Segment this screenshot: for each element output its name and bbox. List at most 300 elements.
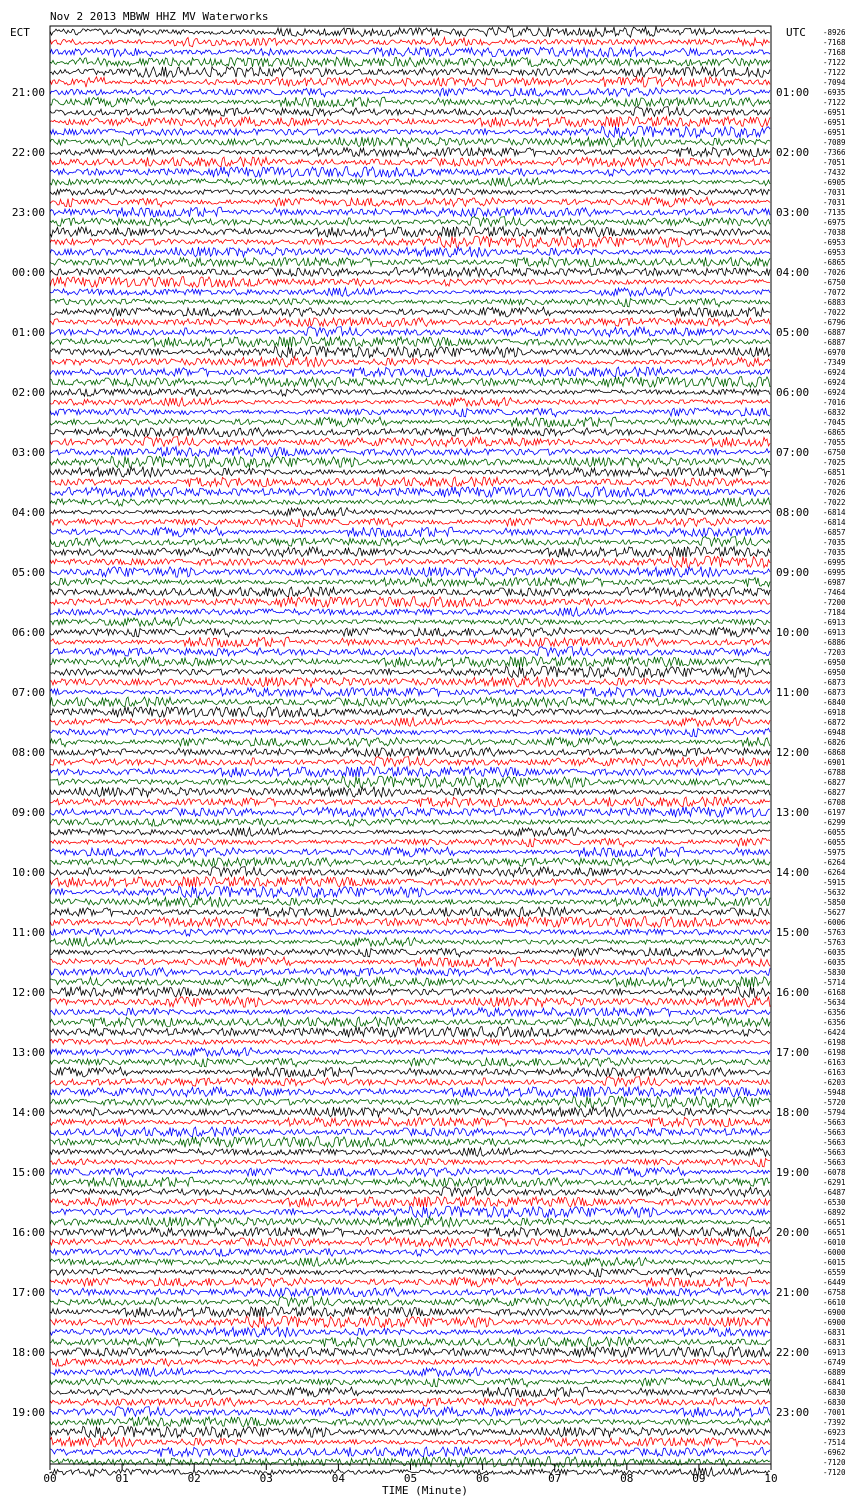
right-hour-label: 14:00 (776, 866, 810, 879)
trace-line (50, 666, 770, 677)
trace-line (50, 627, 770, 637)
trace-offset-label: -6610 (823, 1298, 846, 1307)
trace-offset-label: -6857 (823, 528, 846, 537)
left-hour-label: 13:00 (11, 1046, 45, 1059)
right-hour-label: 01:00 (776, 86, 810, 99)
trace-line (50, 938, 770, 947)
left-hour-label: 05:00 (11, 566, 45, 579)
trace-line (50, 1316, 770, 1327)
trace-line (50, 1307, 770, 1317)
trace-line (50, 57, 770, 67)
trace-offset-label: -7022 (823, 308, 846, 317)
trace-offset-label: -6197 (823, 808, 846, 817)
trace-line (50, 167, 770, 178)
left-hour-label: 12:00 (11, 986, 45, 999)
left-hour-label: 07:00 (11, 686, 45, 699)
right-hour-label: 05:00 (776, 326, 810, 339)
right-hour-label: 20:00 (776, 1226, 810, 1239)
trace-offset-label: -6924 (823, 388, 846, 397)
trace-offset-label: -6356 (823, 1018, 846, 1027)
trace-offset-label: -6951 (823, 128, 846, 137)
trace-offset-label: -5663 (823, 1138, 846, 1147)
trace-offset-label: -5948 (823, 1088, 846, 1097)
trace-offset-label: -7366 (823, 148, 846, 157)
x-tick-label: 05 (403, 1472, 418, 1485)
trace-line (50, 518, 770, 527)
trace-line (50, 697, 770, 707)
trace-line (50, 298, 770, 307)
trace-line (50, 236, 770, 247)
trace-offset-label: -6953 (823, 248, 846, 257)
right-hour-label: 22:00 (776, 1346, 810, 1359)
trace-line (50, 1058, 770, 1067)
trace-offset-label: -6299 (823, 818, 846, 827)
left-hour-label: 10:00 (11, 866, 45, 879)
left-hour-label: 03:00 (11, 446, 45, 459)
trace-line (50, 1447, 770, 1457)
trace-offset-label: -6788 (823, 768, 846, 777)
right-hour-label: 09:00 (776, 566, 810, 579)
trace-line (50, 67, 770, 78)
trace-line (50, 1217, 770, 1228)
left-hour-label: 01:00 (11, 326, 45, 339)
trace-offset-label: -5720 (823, 1098, 846, 1107)
left-axis-title: ECT (10, 26, 30, 39)
trace-offset-label: -6035 (823, 948, 846, 957)
trace-offset-label: -6830 (823, 1398, 846, 1407)
trace-offset-label: -7203 (823, 648, 846, 657)
trace-offset-label: -7026 (823, 268, 846, 277)
trace-line (50, 948, 770, 957)
x-tick-label: 01 (115, 1472, 129, 1485)
trace-offset-label: -5663 (823, 1148, 846, 1157)
trace-line (50, 487, 770, 498)
trace-line (50, 1277, 770, 1287)
trace-line (50, 247, 770, 258)
trace-offset-label: -6951 (823, 108, 846, 117)
trace-line (50, 307, 770, 317)
trace-offset-label: -6970 (823, 348, 846, 357)
trace-line (50, 838, 770, 847)
trace-line (50, 547, 770, 557)
trace-offset-label: -5915 (823, 878, 846, 887)
trace-offset-label: -6198 (823, 1048, 846, 1057)
trace-line (50, 1426, 770, 1437)
trace-line (50, 687, 770, 696)
trace-line (50, 377, 770, 388)
trace-offset-label: -6264 (823, 868, 846, 877)
x-axis (43, 1464, 777, 1485)
trace-line (50, 1387, 770, 1397)
trace-offset-label: -5763 (823, 938, 846, 947)
trace-line (50, 1227, 770, 1237)
trace-line (50, 1206, 770, 1217)
x-axis-label: TIME (Minute) (381, 1484, 469, 1497)
right-hour-label: 12:00 (776, 746, 810, 759)
trace-line (50, 337, 770, 347)
trace-offset-label: -6291 (823, 1178, 846, 1187)
trace-offset-label: -7051 (823, 158, 846, 167)
trace-line (50, 117, 770, 127)
trace-line (50, 1159, 770, 1167)
trace-offset-labels (823, 28, 846, 1477)
trace-line (50, 346, 770, 357)
trace-offset-label: -6055 (823, 828, 846, 837)
trace-line (50, 1087, 770, 1097)
trace-offset-label: -6356 (823, 1008, 846, 1017)
trace-line (50, 508, 770, 517)
trace-offset-label: -6924 (823, 378, 846, 387)
trace-line (50, 197, 770, 207)
x-tick-label: 03 (259, 1472, 273, 1485)
trace-line (50, 1148, 770, 1157)
trace-line (50, 1297, 770, 1307)
trace-line (50, 288, 770, 297)
trace-offset-label: -6889 (823, 1368, 846, 1377)
trace-offset-label: -7200 (823, 598, 846, 607)
trace-line (50, 677, 770, 688)
trace-offset-label: -5794 (823, 1108, 846, 1117)
trace-line (50, 997, 770, 1008)
trace-line (50, 217, 770, 227)
left-hour-label: 02:00 (11, 386, 45, 399)
chart-title: Nov 2 2013 MBWW HHZ MV Waterworks (50, 10, 269, 23)
trace-line (50, 1107, 770, 1118)
trace-offset-label: -6918 (823, 708, 846, 717)
trace-offset-label: -7072 (823, 288, 846, 297)
x-tick-label: 10 (764, 1472, 778, 1485)
right-hour-label: 03:00 (776, 206, 810, 219)
trace-line (50, 767, 770, 777)
trace-line (50, 587, 770, 597)
trace-offset-label: -6758 (823, 1288, 846, 1297)
trace-line (50, 267, 770, 276)
trace-line (50, 858, 770, 867)
trace-offset-label: -6814 (823, 518, 846, 527)
trace-line (50, 189, 770, 195)
trace-line (50, 1187, 770, 1197)
trace-line (50, 157, 770, 167)
trace-line (50, 1337, 770, 1347)
trace-line (50, 1248, 770, 1256)
trace-line (50, 77, 770, 87)
trace-offset-label: -6203 (823, 1078, 846, 1087)
trace-line (50, 367, 770, 377)
trace-line (50, 126, 770, 137)
trace-offset-label: -6995 (823, 558, 846, 567)
trace-offset-label: -6015 (823, 1258, 846, 1267)
trace-offset-label: -7094 (823, 78, 846, 87)
trace-line (50, 718, 770, 727)
trace-offset-label: -7035 (823, 538, 846, 547)
right-axis-title: UTC (786, 26, 806, 39)
trace-offset-label: -6900 (823, 1308, 846, 1317)
trace-offset-label: -7122 (823, 58, 846, 67)
trace-line (50, 707, 770, 718)
trace-offset-label: -6840 (823, 698, 846, 707)
right-hour-label: 19:00 (776, 1166, 810, 1179)
trace-offset-label: -7022 (823, 498, 846, 507)
trace-line (50, 1378, 770, 1387)
left-hour-label: 11:00 (11, 926, 45, 939)
x-tick-label: 04 (331, 1472, 346, 1485)
left-hour-label: 15:00 (11, 1166, 45, 1179)
trace-offset-label: -6163 (823, 1058, 846, 1067)
trace-line (50, 1177, 770, 1187)
trace-offset-label: -6865 (823, 258, 846, 267)
trace-line (50, 977, 770, 987)
trace-offset-label: -6913 (823, 628, 846, 637)
trace-offset-label: -7514 (823, 1438, 846, 1447)
trace-line (50, 1398, 770, 1407)
trace-offset-label: -6530 (823, 1198, 846, 1207)
trace-offset-label: -5663 (823, 1128, 846, 1137)
trace-offset-label: -6010 (823, 1238, 846, 1247)
trace-offset-label: -7025 (823, 458, 846, 467)
x-tick-label: 07 (548, 1472, 562, 1485)
trace-line (50, 388, 770, 396)
trace-line (50, 886, 770, 897)
trace-line (50, 107, 770, 117)
trace-offset-label: -6924 (823, 368, 846, 377)
trace-offset-label: -6872 (823, 718, 846, 727)
trace-line (50, 477, 770, 487)
trace-offset-label: -6892 (823, 1208, 846, 1217)
trace-offset-label: -6559 (823, 1268, 846, 1277)
trace-line (50, 567, 770, 578)
right-hour-label: 16:00 (776, 986, 810, 999)
trace-line (50, 957, 770, 967)
trace-line (50, 318, 770, 327)
left-hour-label: 22:00 (11, 146, 45, 159)
trace-offset-label: -6865 (823, 428, 846, 437)
trace-offset-label: -7392 (823, 1418, 846, 1427)
right-hour-label: 23:00 (776, 1406, 810, 1419)
trace-line (50, 408, 770, 417)
trace-line (50, 398, 770, 407)
trace-offset-label: -6868 (823, 748, 846, 757)
trace-offset-label: -6487 (823, 1188, 846, 1197)
trace-line (50, 647, 770, 657)
left-hour-label: 06:00 (11, 626, 45, 639)
trace-offset-label: -6006 (823, 918, 846, 927)
trace-offset-label: -6887 (823, 338, 846, 347)
trace-line (50, 1167, 770, 1177)
trace-offset-label: -6651 (823, 1228, 846, 1237)
trace-line (50, 828, 770, 837)
trace-offset-label: -6832 (823, 408, 846, 417)
trace-offset-label: -6886 (823, 638, 846, 647)
trace-offset-label: -6851 (823, 468, 846, 477)
trace-line (50, 578, 770, 587)
trace-line (50, 417, 770, 427)
trace-offset-label: -6948 (823, 728, 846, 737)
trace-offset-label: -8926 (823, 28, 846, 37)
trace-offset-label: -7031 (823, 188, 846, 197)
trace-line (50, 357, 770, 368)
trace-offset-label: -5632 (823, 888, 846, 897)
trace-offset-label: -5627 (823, 908, 846, 917)
trace-line (50, 137, 770, 148)
trace-offset-label: -7168 (823, 38, 846, 47)
trace-line (50, 787, 770, 798)
trace-offset-label: -6830 (823, 1388, 846, 1397)
right-hour-label: 08:00 (776, 506, 810, 519)
trace-offset-label: -7120 (823, 1468, 846, 1477)
trace-offset-label: -6873 (823, 688, 846, 697)
x-tick-label: 09 (692, 1472, 706, 1485)
trace-line (50, 1237, 770, 1247)
trace-line (50, 907, 770, 917)
trace-offset-label: -5634 (823, 998, 846, 1007)
trace-offset-label: -7026 (823, 488, 846, 497)
trace-offset-label: -7120 (823, 1458, 846, 1467)
trace-line (50, 456, 770, 467)
trace-offset-label: -5663 (823, 1158, 846, 1167)
trace-line (50, 1048, 770, 1057)
left-hour-label: 21:00 (11, 86, 45, 99)
trace-offset-label: -7432 (823, 168, 846, 177)
trace-line (50, 1417, 770, 1427)
trace-line (50, 1067, 770, 1077)
trace-offset-label: -6055 (823, 838, 846, 847)
trace-offset-label: -6951 (823, 118, 846, 127)
trace-offset-label: -6750 (823, 448, 846, 457)
trace-line (50, 797, 770, 807)
trace-line (50, 1407, 770, 1417)
trace-line (50, 847, 770, 857)
trace-offset-label: -6424 (823, 1028, 846, 1037)
trace-line (50, 207, 770, 217)
trace-offset-label: -7038 (823, 228, 846, 237)
trace-offset-label: -6883 (823, 298, 846, 307)
trace-offset-label: -5830 (823, 968, 846, 977)
trace-offset-label: -6900 (823, 1318, 846, 1327)
trace-offset-label: -5763 (823, 928, 846, 937)
trace-line (50, 498, 770, 507)
trace-line (50, 1077, 770, 1087)
trace-offset-label: -6163 (823, 1068, 846, 1077)
trace-offset-label: -6449 (823, 1278, 846, 1287)
trace-line (50, 1096, 770, 1107)
trace-offset-label: -6913 (823, 618, 846, 627)
trace-line (50, 37, 770, 46)
trace-offset-label: -7122 (823, 68, 846, 77)
trace-offset-label: -6950 (823, 658, 846, 667)
trace-line (50, 556, 770, 567)
trace-line (50, 1127, 770, 1137)
trace-offset-label: -7089 (823, 138, 846, 147)
trace-line (50, 27, 770, 38)
trace-line (50, 818, 770, 826)
trace-line (50, 1358, 770, 1366)
trace-offset-label: -7045 (823, 418, 846, 427)
right-hour-label: 11:00 (776, 686, 810, 699)
x-tick-label: 08 (620, 1472, 634, 1485)
trace-line (50, 1038, 770, 1047)
trace-line (50, 1347, 770, 1358)
left-hour-label: 17:00 (11, 1286, 45, 1299)
trace-offset-label: -6000 (823, 1248, 846, 1257)
trace-offset-label: -6873 (823, 678, 846, 687)
left-hour-label: 19:00 (11, 1406, 45, 1419)
trace-line (50, 447, 770, 457)
trace-offset-label: -6962 (823, 1448, 846, 1457)
left-hour-label: 14:00 (11, 1106, 45, 1119)
trace-line (50, 867, 770, 877)
trace-offset-label: -6827 (823, 778, 846, 787)
seismogram-traces (50, 27, 770, 1477)
trace-offset-label: -6995 (823, 568, 846, 577)
trace-offset-label: -6831 (823, 1328, 846, 1337)
trace-offset-label: -6950 (823, 668, 846, 677)
trace-offset-label: -6887 (823, 328, 846, 337)
trace-offset-label: -6078 (823, 1168, 846, 1177)
right-hour-labels (776, 86, 809, 1419)
right-hour-label: 06:00 (776, 386, 810, 399)
trace-offset-label: -6975 (823, 218, 846, 227)
right-hour-label: 15:00 (776, 926, 810, 939)
trace-offset-label: -6198 (823, 1038, 846, 1047)
trace-offset-label: -6749 (823, 1358, 846, 1367)
trace-offset-label: -6708 (823, 798, 846, 807)
trace-offset-label: -6841 (823, 1378, 846, 1387)
trace-line (50, 618, 770, 627)
trace-offset-label: -7001 (823, 1408, 846, 1417)
trace-offset-label: -6901 (823, 758, 846, 767)
trace-line (50, 1027, 770, 1038)
trace-offset-label: -6796 (823, 318, 846, 327)
right-hour-label: 04:00 (776, 266, 810, 279)
trace-line (50, 776, 770, 787)
right-hour-label: 21:00 (776, 1286, 810, 1299)
trace-line (50, 178, 770, 187)
trace-line (50, 1288, 770, 1297)
right-hour-label: 17:00 (776, 1046, 810, 1059)
trace-offset-label: -7026 (823, 478, 846, 487)
trace-line (50, 757, 770, 767)
trace-offset-label: -6826 (823, 738, 846, 747)
x-tick-label: 00 (43, 1472, 57, 1485)
trace-line (50, 968, 770, 977)
trace-offset-label: -6814 (823, 508, 846, 517)
left-hour-label: 04:00 (11, 506, 45, 519)
trace-line (50, 327, 770, 337)
trace-offset-label: -7035 (823, 548, 846, 557)
x-tick-label: 06 (475, 1472, 490, 1485)
trace-line (50, 807, 770, 817)
trace-line (50, 277, 770, 288)
trace-offset-label: -7016 (823, 398, 846, 407)
trace-line (50, 597, 770, 608)
trace-line (50, 748, 770, 757)
trace-offset-label: -5850 (823, 898, 846, 907)
trace-line (50, 657, 770, 667)
trace-line (50, 97, 770, 107)
trace-offset-label: -6035 (823, 958, 846, 967)
trace-offset-label: -6831 (823, 1338, 846, 1347)
trace-line (50, 527, 770, 537)
right-hour-label: 13:00 (776, 806, 810, 819)
trace-offset-label: -5975 (823, 848, 846, 857)
trace-offset-label: -6923 (823, 1428, 846, 1437)
trace-line (50, 88, 770, 97)
trace-line (50, 737, 770, 747)
trace-offset-label: -6953 (823, 238, 846, 247)
trace-line (50, 47, 770, 57)
trace-offset-label: -6264 (823, 858, 846, 867)
trace-line (50, 1437, 770, 1448)
